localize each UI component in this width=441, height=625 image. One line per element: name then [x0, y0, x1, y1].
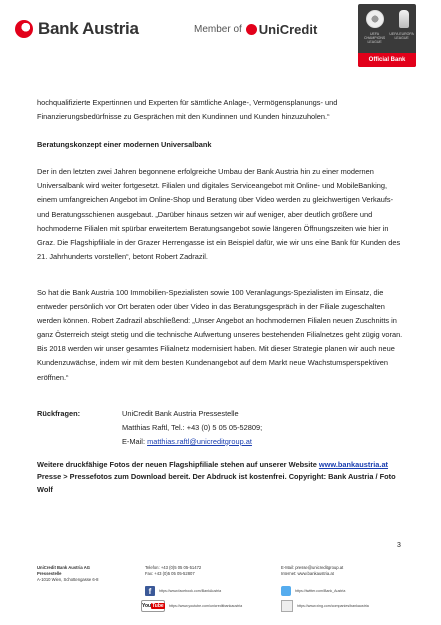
youtube-url: https://www.youtube.com/unicreditbankaustria [169, 603, 243, 608]
contact-block [37, 407, 403, 449]
youtube-icon: YouTube [141, 600, 165, 612]
bank-austria-logo [15, 19, 139, 39]
unicredit-logo-icon [246, 24, 257, 35]
contact-org: UniCredit Bank Austria Pressestelle [122, 408, 239, 418]
page-header [0, 0, 441, 70]
unicredit-name: UniCredit [258, 22, 318, 37]
footer-address: A-1010 Wien, Schottengasse 6-8 [37, 577, 99, 583]
section-heading: Beratungskonzept einer modernen Universalbank [37, 140, 212, 150]
photo-note-suffix: Presse > Pressefotos zum Download bereit. Der Abdruck ist kostenfrei. Copyright: Bank Austria / Foto Wolf [37, 472, 396, 494]
youtube-link[interactable] [141, 600, 242, 612]
twitter-icon [281, 586, 291, 596]
member-of-unicredit [194, 22, 317, 37]
footer-fax: Fax: +43 (0)5 05 05-52807 [145, 571, 195, 577]
page-number: 3 [397, 542, 401, 549]
photo-note [37, 459, 403, 497]
contact-label: Rückfragen: [37, 408, 81, 418]
member-of-text: Member of [194, 24, 242, 35]
brand-name: Bank Austria [38, 19, 139, 38]
badge-ribbon: Official Bank [358, 53, 416, 67]
champions-league-icon [366, 10, 384, 28]
facebook-icon: f [145, 586, 155, 596]
uefa-official-bank-badge [358, 4, 416, 67]
facebook-link[interactable] [145, 586, 221, 596]
footer-internet[interactable]: Internet: www.bankaustria.at [281, 571, 334, 577]
paragraph-concept: Der in den letzten zwei Jahren begonnene erfolgreiche Umbau der Bank Austria hin zu einer modernen Universalbank wird weiter fortgesetzt. Filialen und digitales Serviceangebot mit Online- und MobileBanking, einem umfangreichen Angebot im Online-Shop und Beratung über Video werden zu gleichwertigen Verkaufs- und Beratungsschienen ausgebaut. „Darüber hinaus setzen wir auf weniger, aber deutlich größere und hochmoderne Filialen mit spürbar erweitertem Beratungsangebot sowie längeren Öffnungszeiten wie hier in Graz. Die Flagshipfiliale in der Grazer Herrengasse ist ein Beispiel dafür, wie wir uns eine Bank für Kunden des 21. Jahrhunderts vorstellen“, betont Robert Zadrazil. [37, 167, 401, 261]
photo-note-prefix: Weitere druckfähige Fotos der neuen Flagshipfiliale stehen auf unserer Website [37, 459, 319, 469]
badge-right-text: UEFA EUROPA LEAGUE [389, 32, 414, 40]
xing-link[interactable] [281, 600, 369, 612]
contact-person: Matthias Raftl, Tel.: +43 (0) 5 05 05-52809; [122, 422, 263, 432]
footer-company: UniCredit Bank Austria AG [37, 565, 90, 570]
twitter-url: https://twitter.com/Bank_Austria [295, 588, 346, 593]
footer-email[interactable]: E-Mail: presse@unicreditgroup.at [281, 565, 344, 570]
footer-phone: Telefon: +43 (0)5 05 05-51472 [145, 565, 202, 570]
unicredit-logo [246, 22, 318, 37]
website-link[interactable]: www.bankaustria.at [318, 459, 389, 469]
document-body [37, 96, 403, 496]
xing-url: https://www.xing.com/companies/bankaustria [297, 603, 369, 608]
europa-league-icon [399, 10, 409, 28]
twitter-link[interactable] [281, 586, 345, 596]
xing-icon [281, 600, 293, 612]
contact-email-prefix: E-Mail: [122, 436, 148, 446]
badge-left-text: UEFA CHAMPIONS LEAGUE [363, 32, 386, 44]
bank-austria-logo-icon [15, 20, 33, 38]
footer-dept: Pressestelle [37, 571, 62, 577]
facebook-url: https://www.facebook.com/BankAustria [159, 588, 222, 593]
contact-email-link[interactable]: matthias.raftl@unicreditgroup.at [147, 436, 252, 446]
contact-email-line [122, 435, 262, 449]
paragraph-intro: hochqualifizierte Expertinnen und Experten für sämtliche Anlage-, Vermögensplanungs- und Finanzierungsbedürfnisse zu Gesprächen mit den Kundinnen und Kunden hinzuzuholen.“ [37, 98, 338, 122]
paragraph-specialists: So hat die Bank Austria 100 Immobilien-Spezialisten sowie 100 Veranlagungs-Spezialisten im Einsatz, die entweder persönlich vor Ort beraten oder über Video in das Beratungsgespräch in der Filiale zugeschalten werden können. Robert Zadrazil abschließend: „Unser Angebot an hochmodernen Filialen neuen Zuschnitts in ganz Österreich steigt stetig und die technische Aufwertung unseres bestehenden Filialnetzes geht zügig voran. Bis 2018 werden wir unser gesamtes Filialnetz modernisiert haben. Mit dieser Strategie planen wir auch neue Kundenzuwächse, indem wir mit dem besten Kundenangebot auf dem Markt neue Wachstumsperspektiven eröffnen.“ [37, 287, 403, 382]
